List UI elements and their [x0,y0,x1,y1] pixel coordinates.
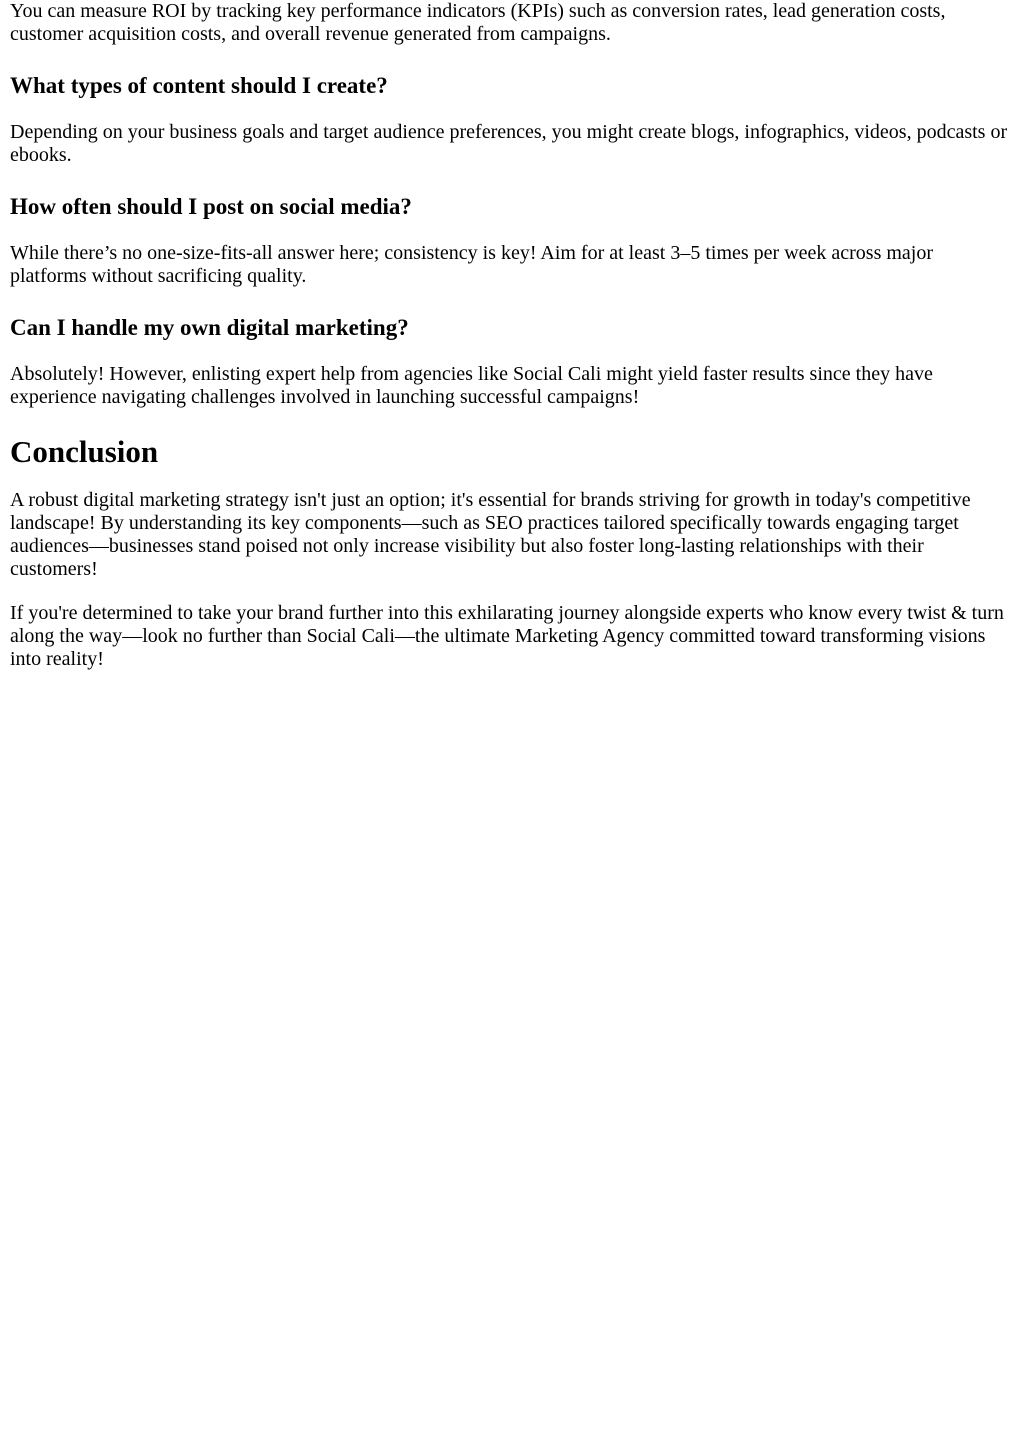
conclusion-paragraph: If you're determined to take your brand further into this exhilarating journey alongside experts who know every twist & turn along the way—look no further than Social Cali—the ultimate Marketing Agency committed toward transforming visions into reality! [10,602,1004,670]
conclusion-heading: Conclusion [10,434,159,469]
faq-question-posting-frequency: How often should I post on social media? [10,194,412,219]
conclusion-paragraph: A robust digital marketing strategy isn't just an option; it's essential for brands striving for growth in today's competitive landscape! By understanding its key components—such as SEO practices tailored specifically towards engaging target audiences—businesses stand poised not only increase visibility but also foster long-lasting relationships with their customers! [10,489,971,580]
faq-answer-posting-frequency: While there’s no one-size-fits-all answer here; consistency is key! Aim for at least 3–5 times per week across major platforms without sacrificing quality. [10,242,934,287]
faq-answer-own-marketing: Absolutely! However, enlisting expert help from agencies like Social Cali might yield faster results since they have experience navigating challenges involved in launching successful campaigns! [10,363,933,408]
faq-question-content-types: What types of content should I create? [10,73,388,98]
article-body [0,0,1024,671]
roi-answer-paragraph: You can measure ROI by tracking key performance indicators (KPIs) such as conversion rates, lead generation costs, customer acquisition costs, and overall revenue generated from campaigns. [10,0,946,45]
faq-answer-content-types: Depending on your business goals and target audience preferences, you might create blogs, infographics, videos, podcasts or ebooks. [10,121,1008,166]
faq-question-own-marketing: Can I handle my own digital marketing? [10,315,409,340]
